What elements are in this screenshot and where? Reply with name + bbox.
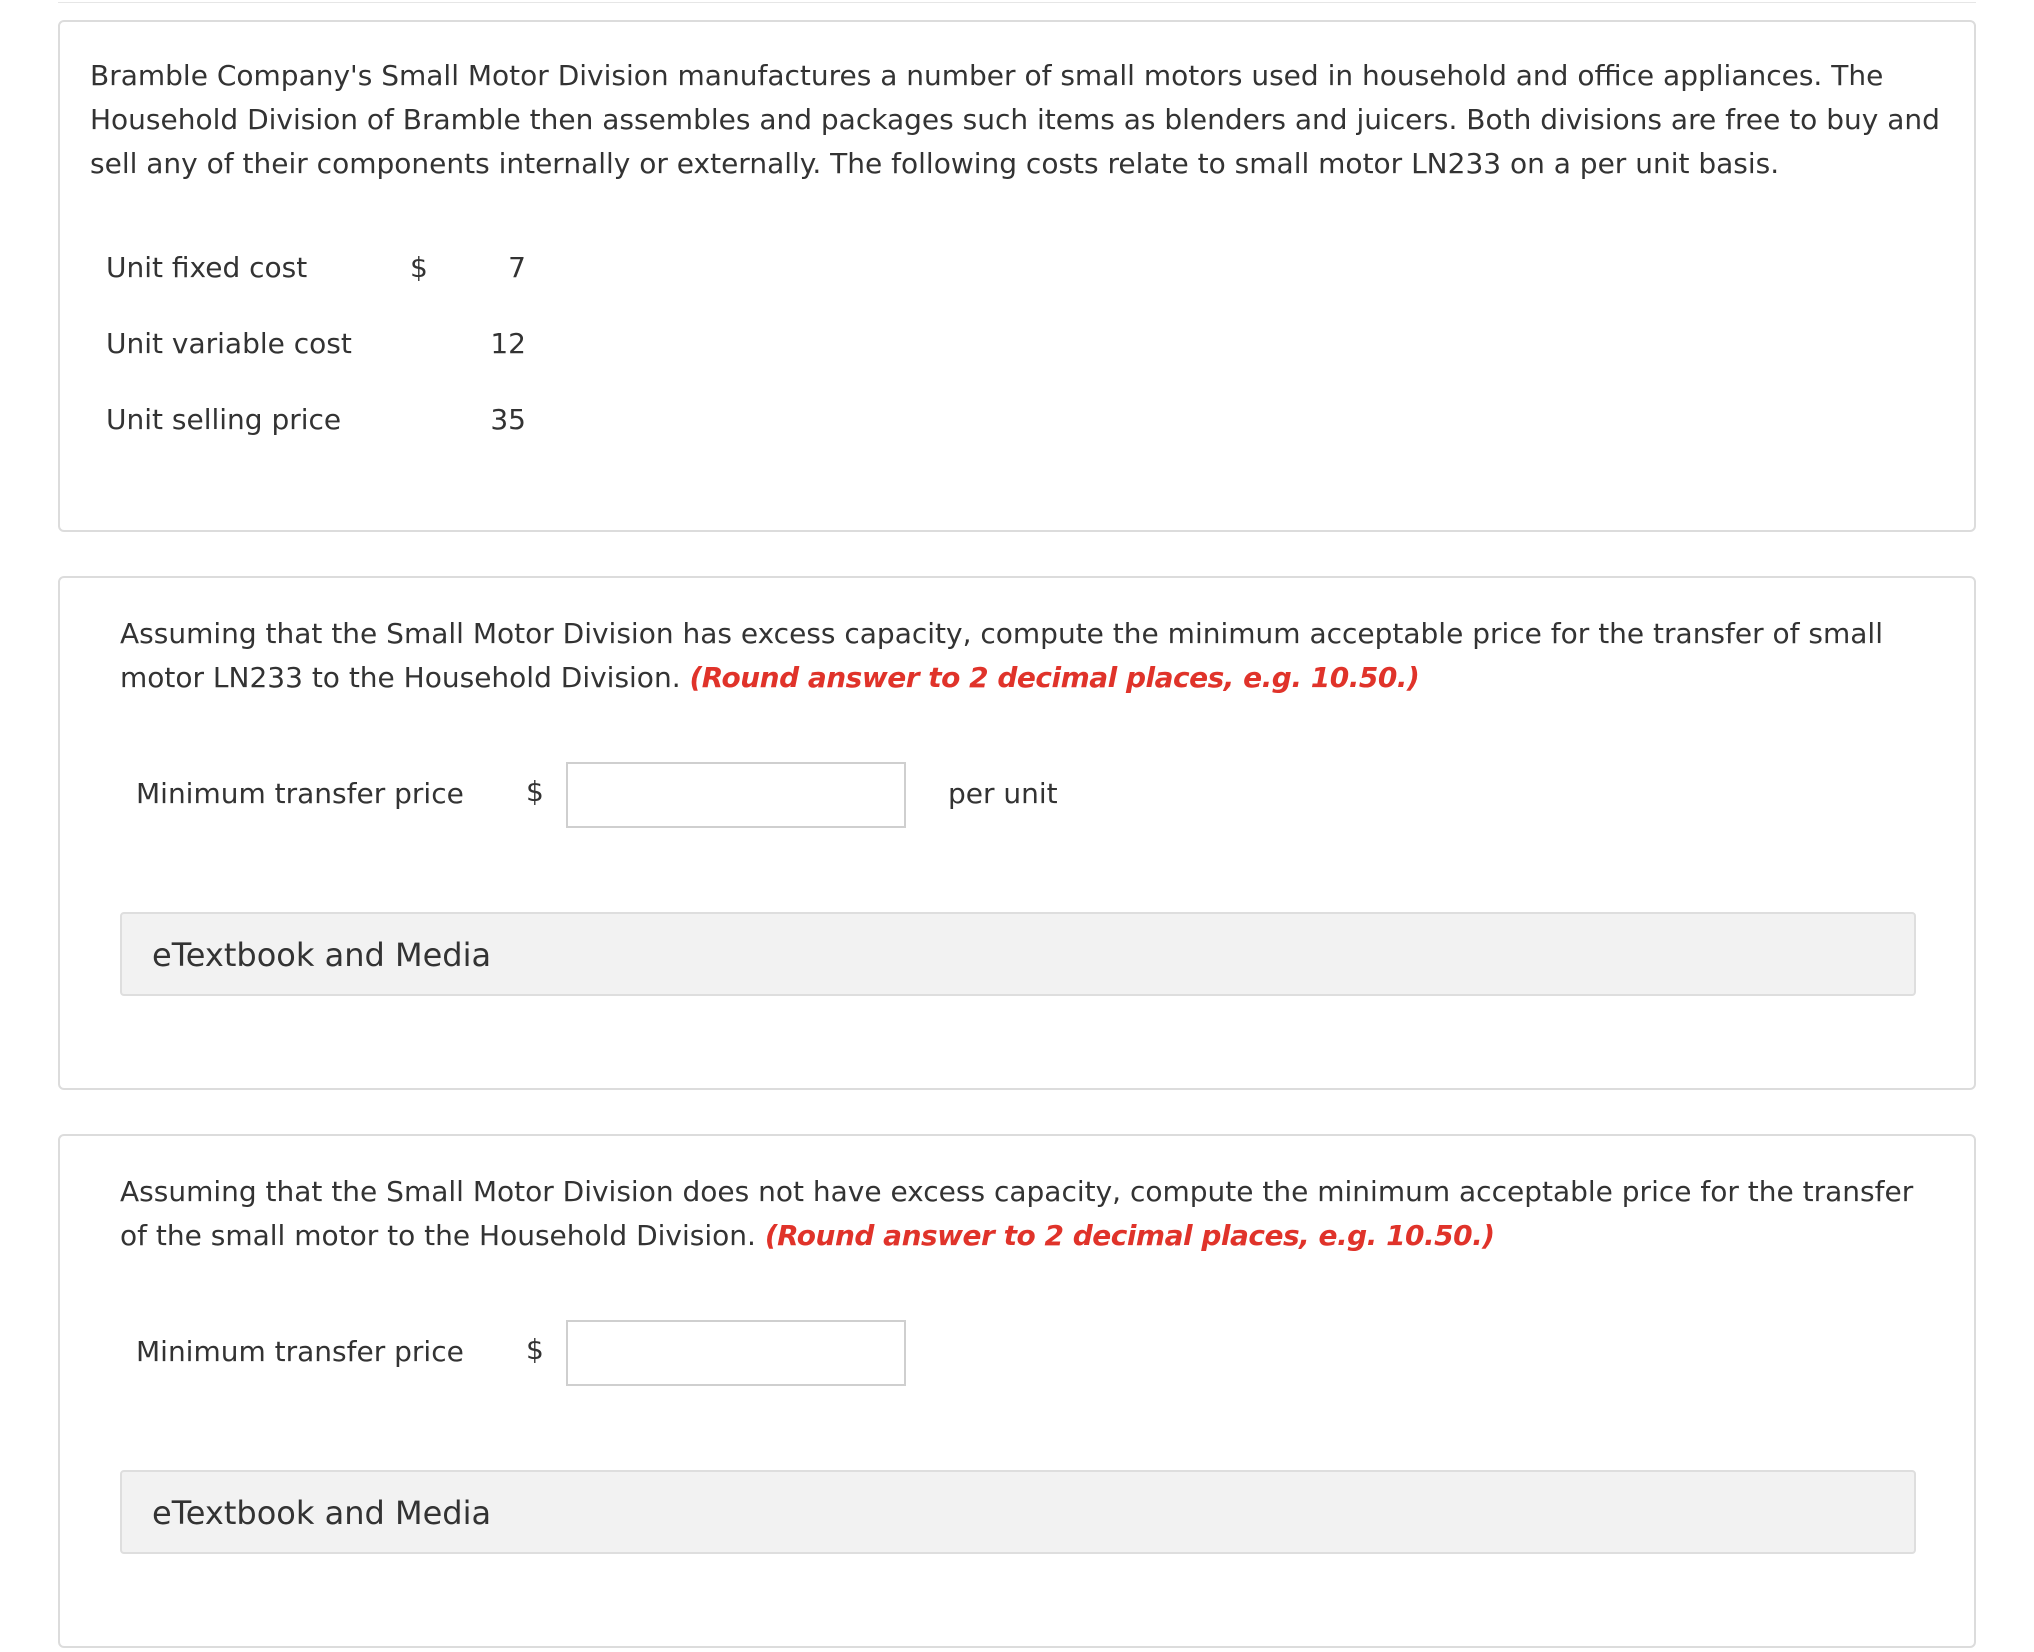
cost-currency: $ — [410, 251, 428, 284]
etextbook-media-toggle[interactable] — [120, 912, 1916, 996]
question-text — [120, 1170, 1940, 1258]
cost-value: 12 — [490, 327, 526, 360]
cost-row-unit-variable — [106, 324, 526, 364]
answer-label: Minimum transfer price — [136, 1335, 464, 1368]
question-text — [120, 612, 1940, 700]
currency-symbol: $ — [526, 775, 544, 808]
question-prompt: Assuming that the Small Motor Division does not have excess capacity, compute the minimum acceptable price for the transfer of the small motor to the Household Division. — [120, 1175, 1914, 1252]
question-prompt: Assuming that the Small Motor Division has excess capacity, compute the minimum acceptable price for the transfer of small motor LN233 to the Household Division. — [120, 617, 1883, 694]
problem-statement-panel — [58, 20, 1976, 532]
top-divider — [58, 2, 1976, 3]
unit-suffix: per unit — [948, 777, 1058, 810]
answer-row — [136, 762, 1136, 828]
currency-symbol: $ — [526, 1333, 544, 1366]
cost-row-unit-selling-price — [106, 400, 526, 440]
rounding-instruction: (Round answer to 2 decimal places, e.g. 10.50.) — [764, 1219, 1495, 1252]
cost-value: 7 — [508, 251, 526, 284]
cost-label: Unit selling price — [106, 403, 342, 436]
etextbook-media-label: eTextbook and Media — [152, 936, 492, 974]
question-panel-excess-capacity — [58, 576, 1976, 1090]
cost-label: Unit fixed cost — [106, 251, 308, 284]
minimum-transfer-price-input[interactable] — [566, 1320, 906, 1386]
answer-label: Minimum transfer price — [136, 777, 464, 810]
etextbook-media-label: eTextbook and Media — [152, 1494, 492, 1532]
rounding-instruction: (Round answer to 2 decimal places, e.g. 10.50.) — [689, 661, 1420, 694]
cost-value: 35 — [490, 403, 526, 436]
question-panel-no-excess-capacity — [58, 1134, 1976, 1648]
cost-row-unit-fixed — [106, 248, 526, 288]
etextbook-media-toggle[interactable] — [120, 1470, 1916, 1554]
problem-statement: Bramble Company's Small Motor Division manufactures a number of small motors used in household and office appliances. The Household Division of Bramble then assembles and packages such items as blenders and juicers. Both divisions are free to buy and sell any of their components internally or externally. The following costs relate to small motor LN233 on a per unit basis. — [90, 59, 1940, 180]
minimum-transfer-price-input[interactable] — [566, 762, 906, 828]
answer-row — [136, 1320, 1136, 1386]
cost-label: Unit variable cost — [106, 327, 352, 360]
